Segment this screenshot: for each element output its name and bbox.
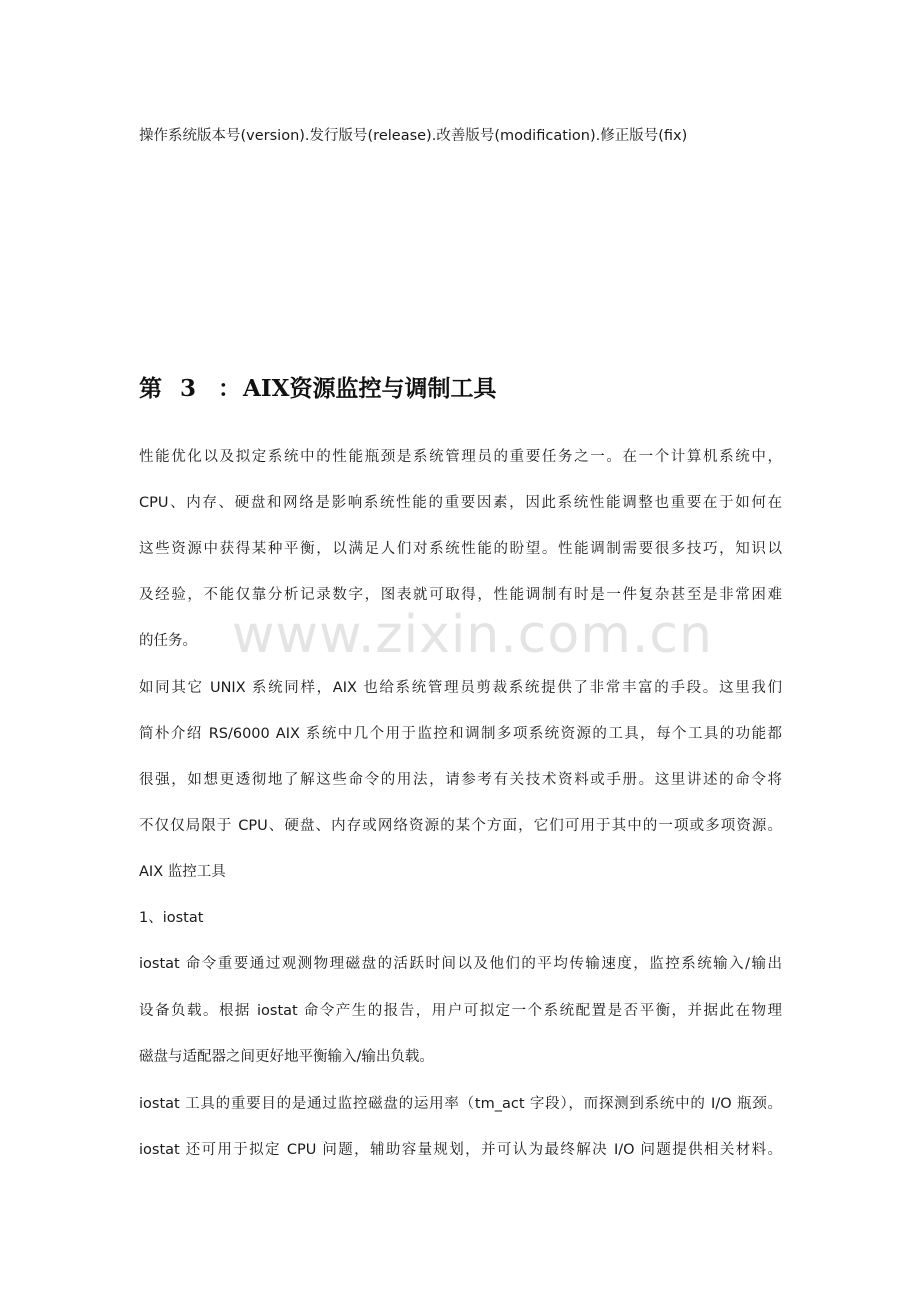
paragraph-line: 及经验，不能仅靠分析记录数字，图表就可取得，性能调制有时是一件复杂甚至是非常困难 xyxy=(139,587,782,603)
paragraph-line: 性能优化以及拟定系统中的性能瓶颈是系统管理员的重要任务之一。在一个计算机系统中， xyxy=(139,449,782,465)
paragraph-line: 简朴介绍 RS/6000 AIX 系统中几个用于监控和调制多项系统资源的工具，每个工具的功能都 xyxy=(139,726,782,742)
paragraph-line: 的任务。 xyxy=(139,633,197,649)
paragraph-line: iostat 工具的重要目的是通过监控磁盘的运用率（tm_act 字段），而探测到系统中的 I/O 瓶颈。 xyxy=(139,1096,782,1112)
chapter-prefix: 第 xyxy=(139,375,162,402)
paragraph-line: 这些资源中获得某种平衡，以满足人们对系统性能的盼望。性能调制需要很多技巧，知识以 xyxy=(139,541,782,557)
paragraph-line: 很强，如想更透彻地了解这些命令的用法，请参考有关技术资料或手册。这里讲述的命令将 xyxy=(139,772,782,788)
paragraph-line: 设备负载。根据 iostat 命令产生的报告，用户可拟定一个系统配置是否平衡，并据此在物理 xyxy=(139,1003,782,1019)
paragraph-line: 如同其它 UNIX 系统同样，AIX 也给系统管理员剪裁系统提供了非常丰富的手段。这里我们 xyxy=(139,680,782,696)
paragraph-line: 磁盘与适配器之间更好地平衡输入/输出负载。 xyxy=(139,1049,434,1065)
paragraph-line: 不仅仅局限于 CPU、硬盘、内存或网络资源的某个方面，它们可用于其中的一项或多项资源。 xyxy=(139,818,782,834)
section-label: AIX 监控工具 xyxy=(139,864,226,880)
paragraph-line: iostat 还可用于拟定 CPU 问题，辅助容量规划，并可认为最终解决 I/O 问题提供相关材料。 xyxy=(139,1142,782,1158)
paragraph-line: iostat 命令重要通过观测物理磁盘的活跃时间以及他们的平均传输速度，监控系统输入/输出 xyxy=(139,956,782,972)
watermark: www.zixin.com.cn xyxy=(232,605,713,665)
version-line: 操作系统版本号(version).发行版号(release).改善版号(modification).修正版号(fix) xyxy=(139,128,688,144)
chapter-number: 3 xyxy=(180,375,197,402)
paragraph-line: CPU、内存、硬盘和网络是影响系统性能的重要因素，因此系统性能调整也重要在于如何在 xyxy=(139,495,782,511)
chapter-heading xyxy=(139,372,496,406)
chapter-colon: ： xyxy=(218,375,242,402)
chapter-title: AIX资源监控与调制工具 xyxy=(243,375,497,402)
item-title: 1、iostat xyxy=(139,910,204,926)
